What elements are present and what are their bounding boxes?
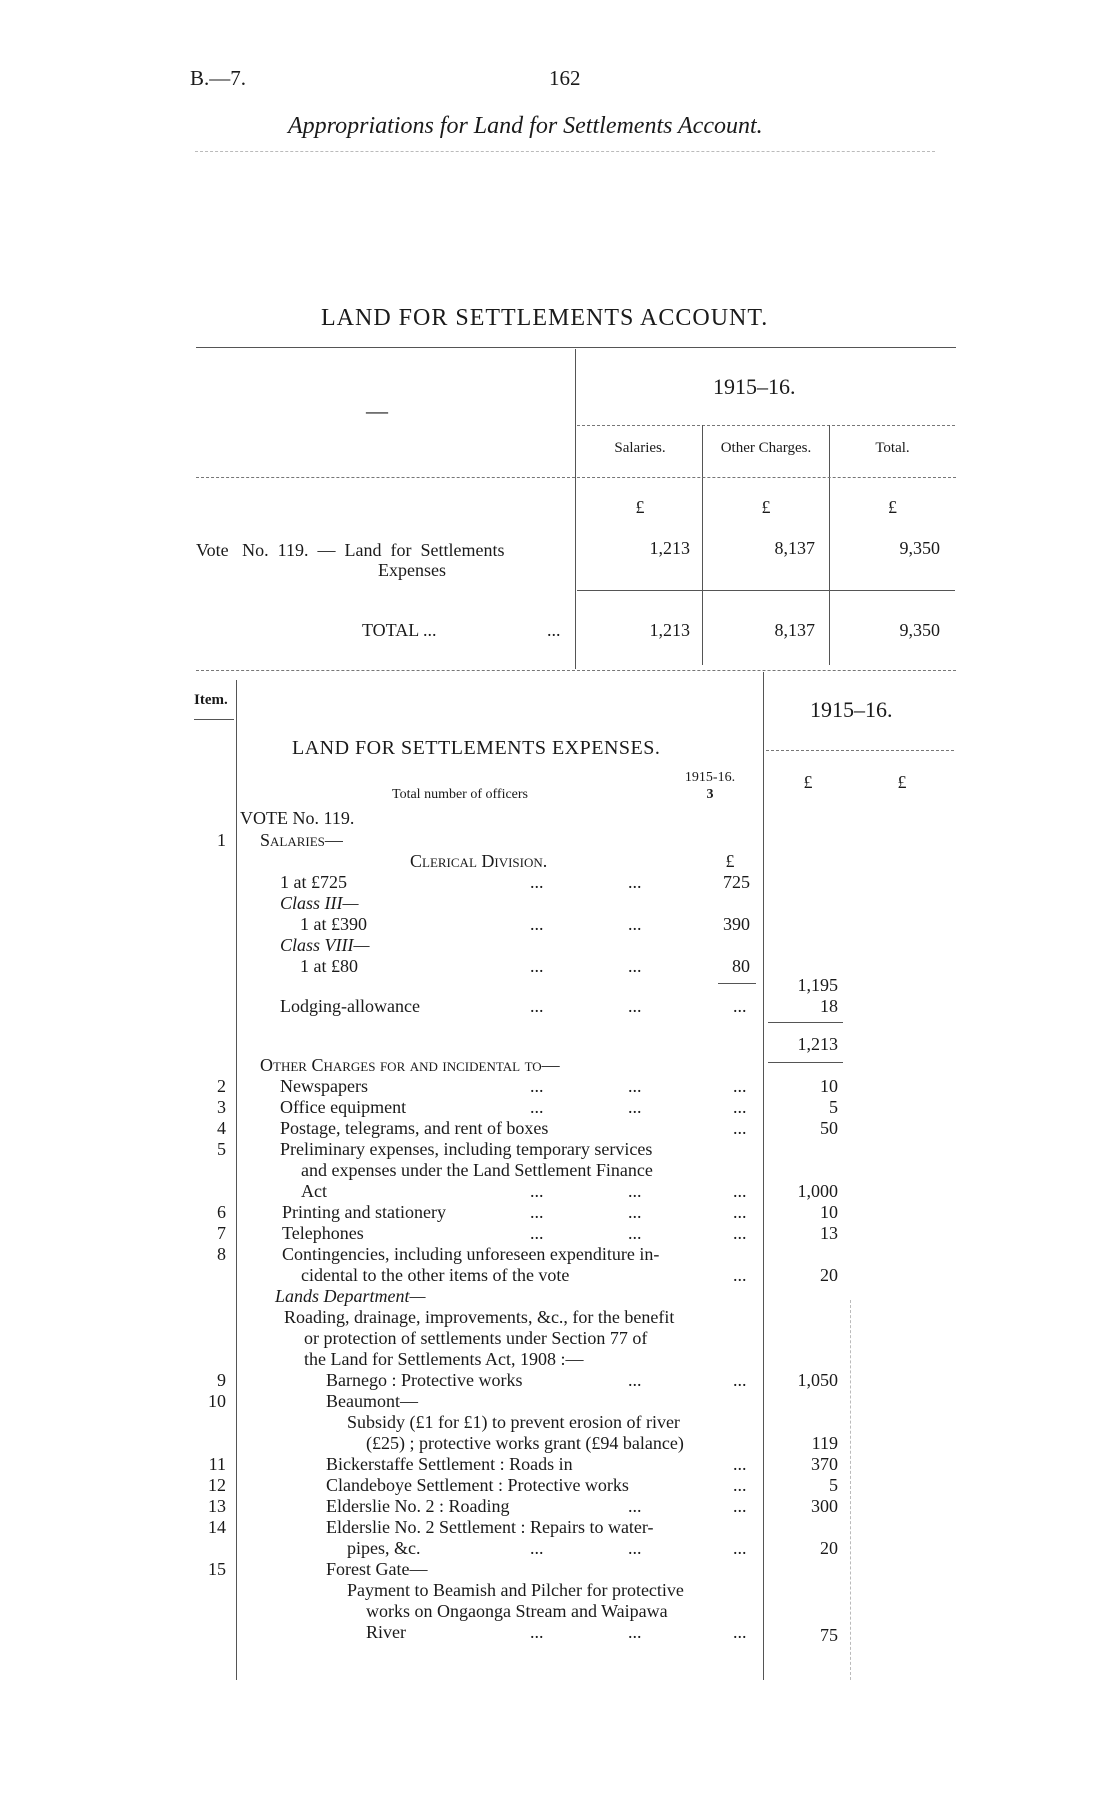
item-no-3: 3 <box>217 1097 226 1117</box>
item-5-dots-a: ... <box>530 1181 544 1201</box>
salary-row-3-dots-a: ... <box>530 956 544 976</box>
clerical-currency: £ <box>725 851 735 871</box>
item-no-10: 10 <box>208 1391 226 1411</box>
item-2-dots-a: ... <box>530 1076 544 1096</box>
item-no-2: 2 <box>217 1076 226 1096</box>
item-text-9: Barnego : Protective works <box>326 1370 523 1390</box>
item-2-dots-b: ... <box>628 1076 642 1096</box>
lodging-dots-a: ... <box>530 996 544 1016</box>
subtitle-rule <box>195 151 935 152</box>
item-14-dots-b: ... <box>628 1538 642 1558</box>
item-text-14-line1: Elderslie No. 2 Settlement : Repairs to water- <box>326 1517 654 1537</box>
salary-row-1: 1 at £725 <box>280 872 347 892</box>
item-text-15-line1: Forest Gate— <box>326 1559 428 1579</box>
salary-sub-rule <box>718 983 756 984</box>
lodging-label: Lodging-allowance <box>280 996 420 1016</box>
summary-top-rule <box>196 347 956 348</box>
total-label: TOTAL ... <box>362 620 437 640</box>
page-number: 162 <box>549 66 581 90</box>
salary-row-2-dots-b: ... <box>628 914 642 934</box>
item-3-dots-a: ... <box>530 1097 544 1117</box>
item-7-dots-c: ... <box>733 1223 747 1243</box>
item-7-dots-b: ... <box>628 1223 642 1243</box>
item-amt-12: 5 <box>829 1475 838 1495</box>
item-amt-15: 75 <box>820 1625 838 1645</box>
summary-header-rule <box>196 477 956 478</box>
item-2-dots-c: ... <box>733 1076 747 1096</box>
item-9-dots-a: ... <box>628 1370 642 1390</box>
item-text-14-line2: pipes, &c. <box>347 1538 421 1558</box>
item-text-10-line2: Subsidy (£1 for £1) to prevent erosion of river <box>347 1412 680 1432</box>
lodging-dots-c: ... <box>733 996 747 1016</box>
item-amt-14: 20 <box>820 1538 838 1558</box>
col-salaries-header: Salaries. <box>614 440 666 456</box>
item-text-3: Office equipment <box>280 1097 407 1117</box>
item-14-dots-a: ... <box>530 1538 544 1558</box>
total-dots: ... <box>547 620 561 640</box>
salary-row-1-dots-a: ... <box>530 872 544 892</box>
item-15-dots-c: ... <box>733 1622 747 1642</box>
item-text-5-line2: and expenses under the Land Settlement Finance <box>301 1160 653 1180</box>
salary-row-2-dots-a: ... <box>530 914 544 934</box>
item-14-dots-c: ... <box>733 1538 747 1558</box>
item-no-7: 7 <box>217 1223 226 1243</box>
detail-title: LAND FOR SETTLEMENTS EXPENSES. <box>292 737 661 759</box>
item-no-15: 15 <box>208 1559 226 1579</box>
item-amt-13: 300 <box>811 1496 838 1516</box>
item-text-5-line3: Act <box>301 1181 327 1201</box>
item-text-11: Bickerstaffe Settlement : Roads in <box>326 1454 573 1474</box>
item-15-dots-b: ... <box>628 1622 642 1642</box>
item-text-10-line3: (£25) ; protective works grant (£94 balance) <box>366 1433 684 1453</box>
salary-row-1-amt: 725 <box>723 872 750 892</box>
item-header-rule <box>194 719 234 720</box>
total-other: 8,137 <box>774 620 815 640</box>
item-amt-4: 50 <box>820 1118 838 1138</box>
currency-total: £ <box>888 497 897 517</box>
vote-total: 9,350 <box>899 538 940 558</box>
item-text-15-line2: Payment to Beamish and Pilcher for protective <box>347 1580 684 1600</box>
detail-year-rule <box>766 750 954 751</box>
other-charges-heading: Other Charges for and incidental to— <box>260 1055 560 1075</box>
salary-row-3-dots-b: ... <box>628 956 642 976</box>
salary-total-rule <box>768 1022 843 1023</box>
item-text-4: Postage, telegrams, and rent of boxes <box>280 1118 549 1138</box>
page-ref: B.—7. <box>190 66 247 90</box>
summary-title: LAND FOR SETTLEMENTS ACCOUNT. <box>321 305 769 331</box>
salary-row-3-amt: 80 <box>732 956 750 976</box>
item-text-13: Elderslie No. 2 : Roading <box>326 1496 510 1516</box>
col-total-header: Total. <box>875 440 910 456</box>
item-3-dots-c: ... <box>733 1097 747 1117</box>
item-amt-6: 10 <box>820 1202 838 1222</box>
item-no-6: 6 <box>217 1202 226 1222</box>
item-no-14: 14 <box>208 1517 226 1537</box>
roading-line1: Roading, drainage, improvements, &c., for the benefit <box>284 1307 675 1327</box>
amount-col-divider <box>763 672 764 1680</box>
item-no-9: 9 <box>217 1370 226 1390</box>
salaries-total: 1,213 <box>797 1034 838 1054</box>
item-amt-11: 370 <box>811 1454 838 1474</box>
item-no-5: 5 <box>217 1139 226 1159</box>
item-text-10-line1: Beaumont— <box>326 1391 418 1411</box>
item-11-dots: ... <box>733 1454 747 1474</box>
item-text-8-line1: Contingencies, including unforeseen expenditure in- <box>282 1244 660 1264</box>
summary-col-divider <box>575 349 576 669</box>
item-5-dots-c: ... <box>733 1181 747 1201</box>
item-amt-2: 10 <box>820 1076 838 1096</box>
item-text-6: Printing and stationery <box>282 1202 446 1222</box>
salary-row-2-amt: 390 <box>723 914 750 934</box>
detail-currency-2: £ <box>897 772 907 792</box>
item-text-2: Newspapers <box>280 1076 368 1096</box>
salaries-total-bottom-rule <box>768 1062 843 1063</box>
salary-class-8: Class VIII— <box>280 935 370 955</box>
item-col-divider <box>236 680 237 1680</box>
vote-other: 8,137 <box>774 538 815 558</box>
item-13-dots-b: ... <box>733 1496 747 1516</box>
item-text-7: Telephones <box>282 1223 364 1243</box>
currency-other: £ <box>761 497 771 517</box>
item-amt-7: 13 <box>820 1223 838 1243</box>
currency-salaries: £ <box>635 497 645 517</box>
item-amt-10: 119 <box>811 1433 838 1453</box>
total-total: 9,350 <box>899 620 940 640</box>
summary-dash: — <box>366 398 388 423</box>
roading-line2: or protection of settlements under Section 77 of <box>304 1328 648 1348</box>
vote-label-line2: Expenses <box>378 560 446 580</box>
col-other-header: Other Charges. <box>720 440 812 456</box>
item-amt-3: 5 <box>829 1097 838 1117</box>
page-subtitle: Appropriations for Land for Settlements Account. <box>288 113 763 139</box>
item-text-8-line2: cidental to the other items of the vote <box>301 1265 570 1285</box>
summary-year: 1915–16. <box>713 374 796 399</box>
vote-salaries: 1,213 <box>649 538 690 558</box>
item-9-dots-b: ... <box>733 1370 747 1390</box>
summary-sum-rule <box>577 590 955 591</box>
item-amt-9: 1,050 <box>797 1370 838 1390</box>
item-8-dots: ... <box>733 1265 747 1285</box>
lands-department-heading: Lands Department— <box>275 1286 426 1306</box>
detail-year-header: 1915–16. <box>810 697 893 722</box>
vote-label-line1: Vote No. 119. — Land for Settlements <box>196 540 505 560</box>
item-5-dots-b: ... <box>628 1181 642 1201</box>
roading-line3: the Land for Settlements Act, 1908 :— <box>304 1349 584 1369</box>
salaries-item-no: 1 <box>217 830 226 850</box>
item-text-15-line4: River <box>366 1622 406 1642</box>
officers-label: Total number of officers <box>392 787 528 802</box>
item-6-dots-a: ... <box>530 1202 544 1222</box>
item-6-dots-c: ... <box>733 1202 747 1222</box>
lodging-amt: 18 <box>820 996 838 1016</box>
salary-row-1-dots-b: ... <box>628 872 642 892</box>
officers-year: 1915-16. <box>684 770 736 785</box>
lodging-dots-b: ... <box>628 996 642 1016</box>
item-text-15-line3: works on Ongaonga Stream and Waipawa <box>366 1601 668 1621</box>
clerical-heading: Clerical Division. <box>410 851 548 871</box>
item-3-dots-b: ... <box>628 1097 642 1117</box>
item-no-8: 8 <box>217 1244 226 1264</box>
summary-bottom-rule <box>196 670 956 671</box>
item-header: Item. <box>194 692 228 708</box>
item-15-dots-a: ... <box>530 1622 544 1642</box>
item-no-12: 12 <box>208 1475 226 1495</box>
salary-subtotal: 1,195 <box>797 975 838 995</box>
item-12-dots: ... <box>733 1475 747 1495</box>
item-6-dots-b: ... <box>628 1202 642 1222</box>
item-text-5-line1: Preliminary expenses, including temporary services <box>280 1139 653 1159</box>
item-text-12: Clandeboye Settlement : Protective works <box>326 1475 629 1495</box>
item-4-dots: ... <box>733 1118 747 1138</box>
detail-currency-1: £ <box>803 772 813 792</box>
total-salaries: 1,213 <box>649 620 690 640</box>
officers-count: 3 <box>706 787 714 802</box>
salary-row-3: 1 at £80 <box>300 956 358 976</box>
summary-year-rule <box>577 425 955 426</box>
vote-heading: VOTE No. 119. <box>240 808 355 828</box>
item-13-dots-a: ... <box>628 1496 642 1516</box>
item-amt-5: 1,000 <box>797 1181 838 1201</box>
item-7-dots-a: ... <box>530 1223 544 1243</box>
item-no-11: 11 <box>208 1454 226 1474</box>
item-amt-8: 20 <box>820 1265 838 1285</box>
salaries-heading: Salaries— <box>260 830 343 850</box>
item-no-4: 4 <box>217 1118 226 1138</box>
item-no-13: 13 <box>208 1496 226 1516</box>
right-col-divider <box>850 1300 851 1680</box>
salary-class-3: Class III— <box>280 893 359 913</box>
salary-row-2: 1 at £390 <box>300 914 367 934</box>
